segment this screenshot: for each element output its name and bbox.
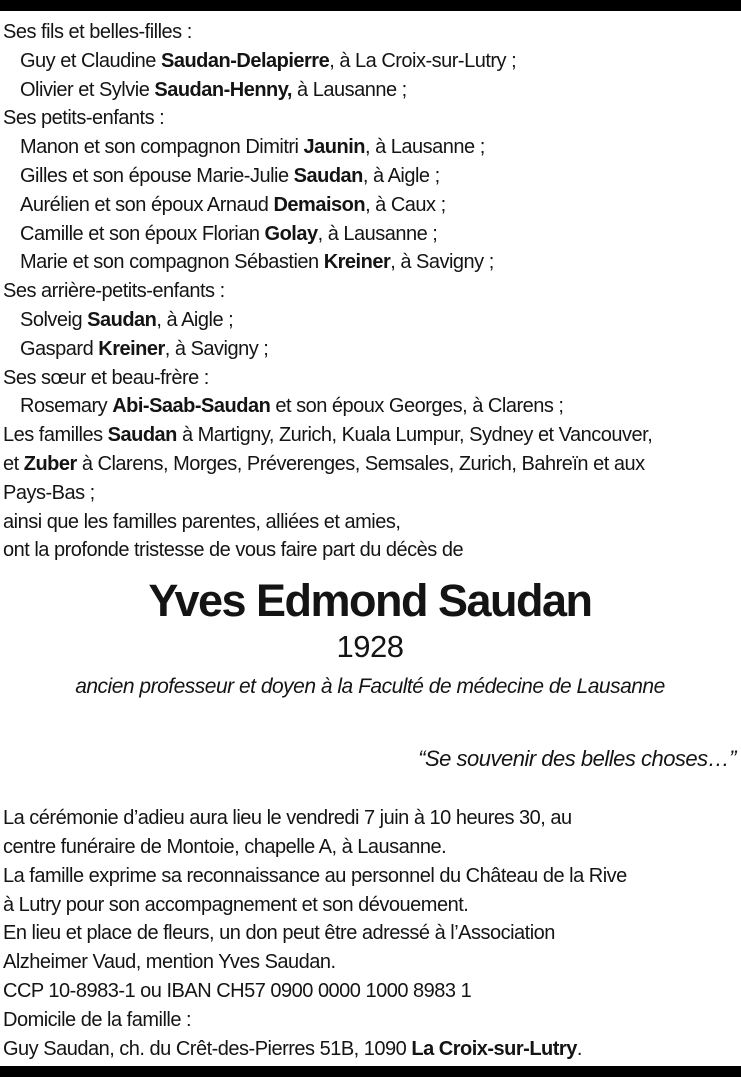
notice-line: Alzheimer Vaud, mention Yves Saudan.	[3, 951, 336, 974]
notice-line: centre funéraire de Montoie, chapelle A, à Lausanne.	[3, 835, 447, 858]
notice-line: Ses arrière-petits-enfants :	[3, 280, 225, 303]
top-border-bar	[0, 0, 741, 11]
memorial-quote: “Se souvenir des belles choses…”	[418, 746, 736, 772]
notice-line: En lieu et place de fleurs, un don peut être adressé à l’Association	[3, 922, 555, 945]
notice-line: Guy Saudan, ch. du Crêt-des-Pierres 51B, 1090 La Croix-sur-Lutry.	[3, 1037, 582, 1060]
notice-line: Manon et son compagnon Dimitri Jaunin, à Lausanne ;	[20, 136, 485, 159]
notice-line: Olivier et Sylvie Saudan-Henny, à Lausanne ;	[20, 78, 407, 101]
notice-line: Aurélien et son époux Arnaud Demaison, à Caux ;	[20, 193, 446, 216]
notice-line: ainsi que les familles parentes, alliées et amies,	[3, 510, 401, 533]
notice-line: Ses fils et belles-filles :	[3, 21, 192, 43]
notice-line: Marie et son compagnon Sébastien Kreiner, à Savigny ;	[20, 251, 494, 274]
deceased-title: ancien professeur et doyen à la Faculté de médecine de Lausanne	[75, 675, 665, 699]
notice-line: Gaspard Kreiner, à Savigny ;	[20, 337, 269, 360]
notice-line: CCP 10-8983-1 ou IBAN CH57 0900 0000 1000 8983 1	[3, 979, 472, 1002]
notice-line: à Lutry pour son accompagnement et son dévouement.	[3, 893, 469, 916]
notice-line: Camille et son époux Florian Golay, à Lausanne ;	[20, 222, 438, 245]
notice-line: La cérémonie d’adieu aura lieu le vendredi 7 juin à 10 heures 30, au	[3, 807, 572, 830]
ceremony-details	[3, 804, 737, 1063]
notice-line: et Zuber à Clarens, Morges, Préverenges, Semsales, Zurich, Bahreïn et aux	[3, 452, 645, 475]
birth-year: 1928	[336, 629, 404, 665]
family-list	[3, 18, 737, 565]
notice-line: Rosemary Abi-Saab-Saudan et son époux Georges, à Clarens ;	[20, 395, 564, 418]
notice-line: La famille exprime sa reconnaissance au personnel du Château de la Rive	[3, 864, 627, 887]
notice-line: ont la profonde tristesse de vous faire part du décès de	[3, 539, 464, 562]
notice-line: Gilles et son épouse Marie-Julie Saudan, à Aigle ;	[20, 164, 440, 187]
notice-line: Solveig Saudan, à Aigle ;	[20, 308, 234, 331]
notice-line: Guy et Claudine Saudan-Delapierre, à La Croix-sur-Lutry ;	[20, 49, 517, 72]
notice-line: Pays-Bas ;	[3, 481, 95, 504]
deceased-name: Yves Edmond Saudan	[148, 575, 592, 627]
notice-line: Les familles Saudan à Martigny, Zurich, Kuala Lumpur, Sydney et Vancouver,	[3, 424, 653, 447]
bottom-border-bar	[0, 1066, 741, 1077]
notice-line: Ses sœur et beau-frère :	[3, 366, 209, 389]
deceased-block	[3, 575, 737, 701]
notice-line: Ses petits-enfants :	[3, 107, 165, 130]
notice-line: Domicile de la famille :	[3, 1008, 192, 1031]
notice-content	[0, 11, 741, 1066]
